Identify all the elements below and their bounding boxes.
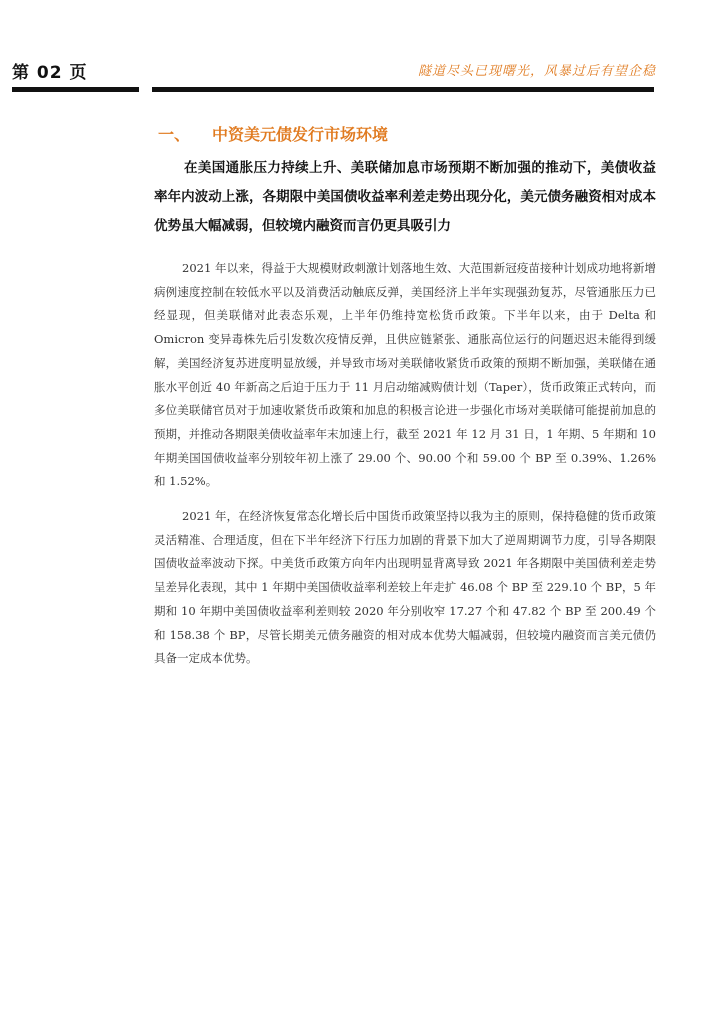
- body-paragraph-2: 2021 年，在经济恢复常态化增长后中国货币政策坚持以我为主的原则，保持稳健的货币政策灵活精准、合理适度，但在下半年经济下行压力加剧的背景下加大了逆周期调节力度，引导各期限国债收益率波动下探。中美货币政策方向年内出现明显背离导致 2021 年各期限中美国债利差走势呈差异化表现，其中 1 年期中美国债收益率利差较上年走扩 46.08 个 BP 至 229.10 个 BP，5 年期和 10 年期中美国债收益率利差则较 2020 年分别收窄 17.27 个和 47.82 个 BP 至 200.49 个和 158.38 个 BP，尽管长期美元债务融资的相对成本优势大幅减弱，但较境内融资而言美元债仍具备一定成本优势。: [154, 509, 656, 666]
- section-heading-title: 中资美元债发行市场环境: [212, 125, 389, 144]
- header-rule-left: [12, 87, 139, 92]
- body-paragraph-1: 2021 年以来，得益于大规模财政刺激计划落地生效、大范围新冠疫苗接种计划成功地将新增病例速度控制在较低水平以及消费活动触底反弹，美国经济上半年实现强劲复苏，尽管通胀压力已经显现，但美联储对此表态乐观，上半年仍维持宽松货币政策。下半年以来，由于 Delta 和 Omicron 变异毒株先后引发数次疫情反弹，且供应链紧张、通胀高位运行的问题迟迟未能得到缓解，美国经济复苏进度明显放缓，并导致市场对美联储收紧货币政策的预期不断加强，美联储在通胀水平创近 40 年新高之后迫于压力于 11 月启动缩减购债计划（Taper），货币政策正式转向，而多位美联储官员对于加速收紧货币政策和加息的积极言论进一步强化市场对美联储可能提前加息的预期，并推动各期限美债收益率年末加速上行，截至 2021 年 12 月 31 日，1 年期、5 年期和 10 年期美国国债收益率分别较年初上涨了 29.00 个、90.00 个和 59.00 个 BP 至 0.39%、1.26%和 1.52%。: [154, 261, 656, 489]
- section-heading: [158, 122, 388, 145]
- section-heading-number: 一、: [158, 125, 191, 144]
- section-summary: 在美国通胀压力持续上升、美联储加息市场预期不断加强的推动下，美债收益率年内波动上涨，各期限中美国债收益率利差走势出现分化，美元债务融资相对成本优势虽大幅减弱，但较境内融资而言仍更具吸引力: [154, 160, 656, 234]
- header-rule-right: [152, 87, 654, 92]
- header-tagline: 隧道尽头已现曙光，风暴过后有望企稳: [417, 64, 656, 79]
- page-number: 第 02 页: [12, 63, 88, 83]
